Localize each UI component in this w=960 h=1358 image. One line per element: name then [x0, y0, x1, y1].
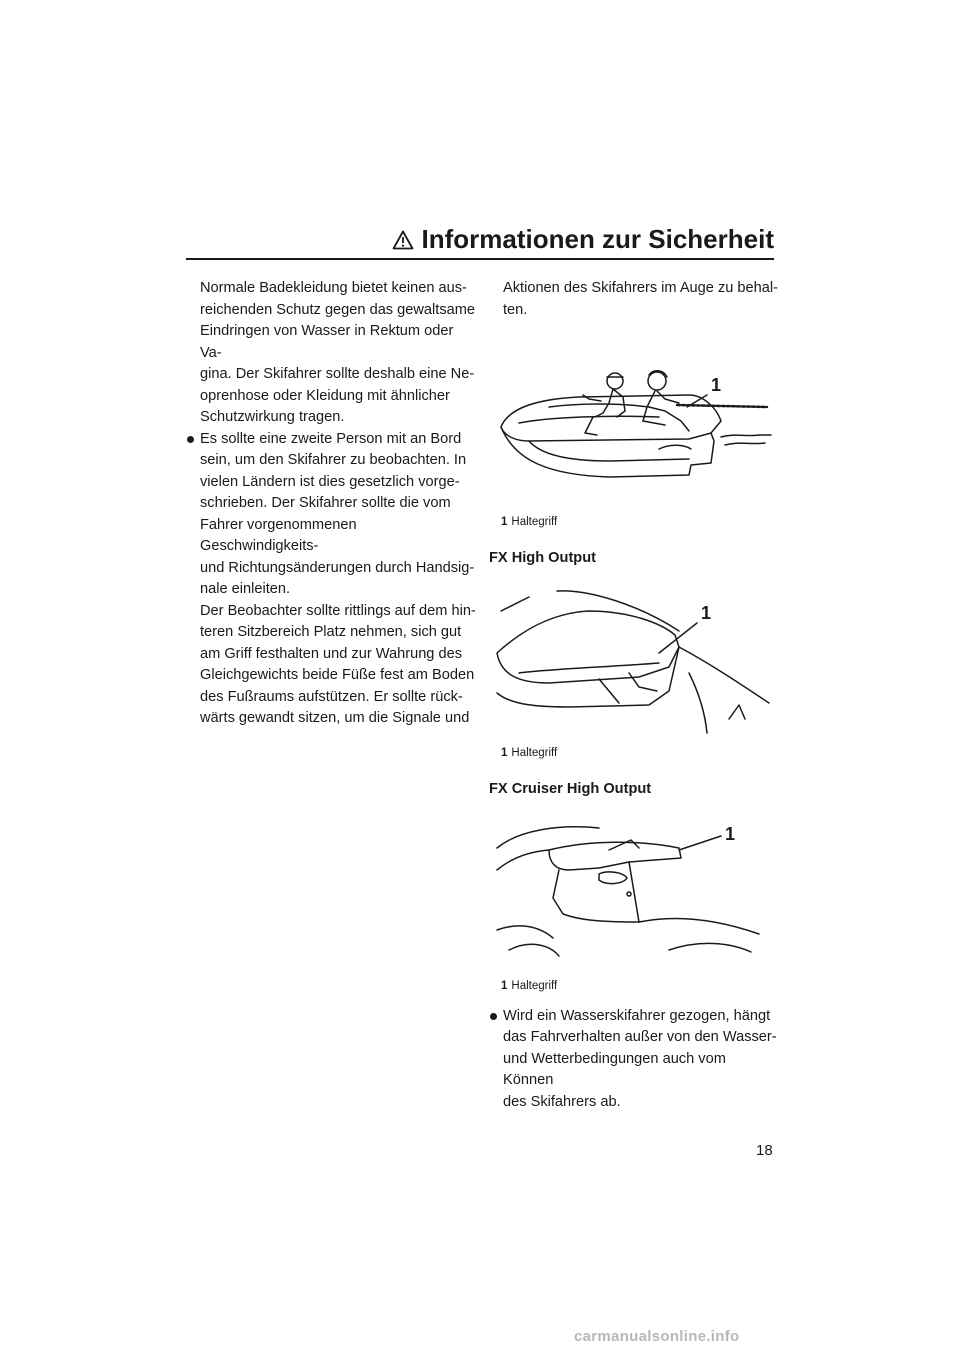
- caption-text: Haltegriff: [511, 747, 558, 759]
- caption-text: Haltegriff: [511, 980, 558, 992]
- page-title: Informationen zur Sicherheit: [421, 224, 774, 254]
- figure3-caption: [501, 976, 779, 998]
- figure1-caption: [501, 512, 779, 534]
- text-line: teren Sitzbereich Platz nehmen, sich gut: [200, 624, 462, 640]
- page-header: [186, 222, 774, 260]
- text-line: des Skifahrers ab.: [503, 1093, 621, 1110]
- text-line: Eindringen von Wasser in Rektum oder Va-: [200, 323, 454, 361]
- text-line: und Wetterbedingungen auch vom Können: [503, 1050, 726, 1088]
- bullet-observer: [186, 429, 476, 730]
- fx-cruiser-handle-illustration: [489, 810, 779, 976]
- text-line: gina. Der Skifahrer sollte deshalb eine Ne-: [200, 366, 475, 382]
- text-line: ten.: [503, 301, 528, 318]
- text-line: Normale Badekleidung bietet keinen aus-: [200, 280, 467, 296]
- bullet-dot: [187, 436, 194, 443]
- text-line: vielen Ländern ist dies gesetzlich vorge-: [200, 473, 460, 490]
- caption-text: Haltegriff: [511, 516, 558, 528]
- subheading-fx-cruiser-high-output: FX Cruiser High Output: [489, 780, 652, 797]
- text-line: Aktionen des Skifahrers im Auge zu behal-: [503, 280, 779, 296]
- bullet-dot: [490, 1013, 497, 1020]
- continuation-paragraph: [489, 278, 779, 321]
- figure3-callout: 1: [725, 824, 736, 844]
- bullet-water-skier: [489, 1006, 779, 1114]
- figure2-caption: [501, 743, 779, 765]
- text-line: Der Beobachter sollte rittlings auf dem hin-: [200, 602, 476, 619]
- text-line: reichenden Schutz gegen das gewaltsame: [200, 301, 476, 318]
- text-line: das Fahrverhalten außer von den Wasser-: [503, 1029, 777, 1045]
- figure-fx-cruiser-handle: [489, 810, 779, 976]
- watercraft-riders-illustration: [489, 337, 779, 512]
- fx-high-output-handle-illustration: [489, 583, 779, 743]
- text-line: schrieben. Der Skifahrer sollte die vom: [200, 495, 451, 511]
- text-line: Es sollte eine zweite Person mit an Bord: [200, 430, 462, 447]
- text-line: sein, um den Skifahrer zu beobachten. In: [200, 452, 467, 468]
- text-line: Fahrer vorgenommenen Geschwindigkeits-: [200, 516, 357, 554]
- caption-number: 1: [501, 980, 508, 992]
- left-column: [186, 278, 476, 730]
- site-watermark[interactable]: carmanualsonline.info: [574, 1328, 740, 1345]
- page-number: 18: [756, 1142, 773, 1159]
- text-line: des Fußraums aufstützen. Er sollte rück-: [200, 688, 463, 705]
- text-line: Gleichgewichts beide Füße fest am Boden: [200, 667, 475, 683]
- text-line: oprenhose oder Kleidung mit ähnlicher: [200, 387, 450, 404]
- right-column: [489, 278, 779, 1113]
- subheading-fx-high-output: FX High Output: [489, 549, 596, 566]
- figure1-callout: 1: [711, 375, 722, 395]
- text-line: und Richtungsänderungen durch Handsig-: [200, 559, 475, 576]
- caption-number: 1: [501, 747, 508, 759]
- text-line: am Griff festhalten und zur Wahrung des: [200, 645, 463, 662]
- figure2-callout: 1: [701, 603, 712, 623]
- text-line: Wird ein Wasserskifahrer gezogen, hängt: [503, 1007, 771, 1024]
- caption-number: 1: [501, 516, 508, 528]
- figure-riders-on-watercraft: [489, 337, 779, 512]
- text-line: nale einleiten.: [200, 581, 291, 597]
- figure-fx-high-output-handle: [489, 583, 779, 743]
- header-title-wrap: [392, 224, 775, 255]
- warning-triangle-icon: [392, 230, 414, 250]
- text-line: wärts gewandt sitzen, um die Signale und: [200, 710, 470, 726]
- intro-paragraph: [186, 278, 476, 429]
- text-line: Schutzwirkung tragen.: [200, 409, 345, 425]
